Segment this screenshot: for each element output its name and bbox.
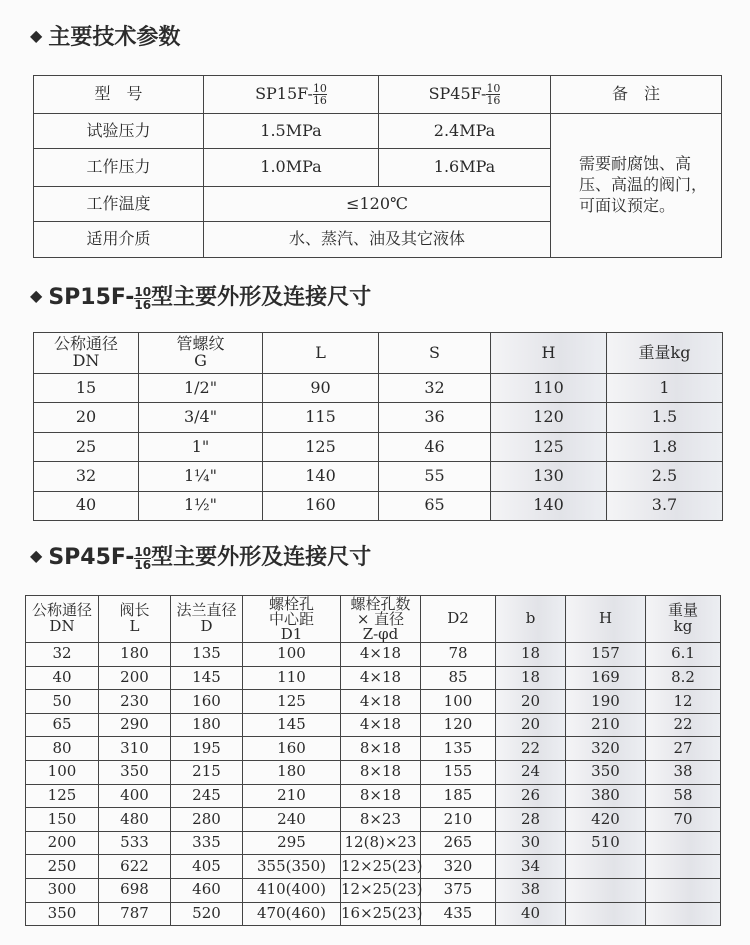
diamond-icon: ◆	[30, 546, 43, 565]
cell: 622	[99, 855, 171, 879]
cell: 4×18	[341, 690, 421, 714]
cell: 240	[243, 808, 341, 832]
cell: 120	[421, 713, 496, 737]
cell: 120	[491, 403, 607, 432]
cell: 280	[171, 808, 243, 832]
column-header: 重量 kg	[646, 596, 721, 643]
cell: 140	[491, 491, 607, 520]
cell: 6.1	[646, 643, 721, 667]
cell: 30	[496, 831, 566, 855]
cell: 15	[34, 374, 139, 403]
cell: 90	[263, 374, 379, 403]
cell: 55	[379, 462, 491, 491]
cell: 400	[99, 784, 171, 808]
cell: 210	[421, 808, 496, 832]
cell: 78	[421, 643, 496, 667]
cell: 350	[99, 760, 171, 784]
cell: 12(8)×23	[341, 831, 421, 855]
cell: 200	[99, 666, 171, 690]
cell: 38	[496, 878, 566, 902]
row-label: 试验压力	[34, 114, 204, 149]
table-row	[34, 374, 723, 403]
table-row	[26, 855, 721, 879]
column-header: 螺栓孔数 × 直径 Z-φd	[341, 596, 421, 643]
cell: 125	[26, 784, 99, 808]
cell: 160	[243, 737, 341, 761]
cell: 4×18	[341, 643, 421, 667]
cell: 8×18	[341, 737, 421, 761]
cell: 295	[243, 831, 341, 855]
cell: 1.0MPa	[204, 149, 379, 187]
cell: 375	[421, 878, 496, 902]
cell: 510	[566, 831, 646, 855]
cell: 460	[171, 878, 243, 902]
diamond-icon: ◆	[30, 26, 43, 45]
cell: 230	[99, 690, 171, 714]
cell: 520	[171, 902, 243, 926]
cell: 160	[263, 491, 379, 520]
header-sp45: SP45F- $\frac{10}{16}$	[379, 76, 551, 114]
cell: 533	[99, 831, 171, 855]
cell: 300	[26, 878, 99, 902]
cell: 169	[566, 666, 646, 690]
cell	[566, 878, 646, 902]
section-title-params: ◆ 主要技术参数	[30, 25, 181, 50]
cell: 65	[379, 491, 491, 520]
table-row	[26, 784, 721, 808]
table-row	[34, 491, 723, 520]
table-row	[34, 403, 723, 432]
header-sp15: SP15F- $\frac{10}{16}$	[204, 76, 379, 114]
cell: 320	[421, 855, 496, 879]
cell: 27	[646, 737, 721, 761]
cell: 115	[263, 403, 379, 432]
cell	[646, 878, 721, 902]
cell: 1/2"	[139, 374, 263, 403]
cell: 195	[171, 737, 243, 761]
cell: 110	[491, 374, 607, 403]
cell: 18	[496, 666, 566, 690]
cell: 2.4MPa	[379, 114, 551, 149]
cell: 787	[99, 902, 171, 926]
cell: 698	[99, 878, 171, 902]
cell: 210	[243, 784, 341, 808]
cell: 200	[26, 831, 99, 855]
cell: 12×25(23)	[341, 855, 421, 879]
cell: 290	[99, 713, 171, 737]
sp15-dimensions-table	[33, 332, 723, 521]
table-row	[26, 760, 721, 784]
cell: 180	[99, 643, 171, 667]
cell	[566, 855, 646, 879]
cell: 12	[646, 690, 721, 714]
cell: 50	[26, 690, 99, 714]
cell: 1.6MPa	[379, 149, 551, 187]
cell: 160	[171, 690, 243, 714]
cell: 1	[607, 374, 723, 403]
cell: 22	[646, 713, 721, 737]
column-header: H	[491, 333, 607, 374]
cell: 1.5MPa	[204, 114, 379, 149]
cell: 380	[566, 784, 646, 808]
column-header: b	[496, 596, 566, 643]
cell: 26	[496, 784, 566, 808]
column-header: 法兰直径 D	[171, 596, 243, 643]
column-header: H	[566, 596, 646, 643]
cell: 32	[26, 643, 99, 667]
table-row	[26, 808, 721, 832]
cell: 130	[491, 462, 607, 491]
cell: 185	[421, 784, 496, 808]
cell: 140	[263, 462, 379, 491]
column-header: 公称通径 DN	[34, 333, 139, 374]
header-remark: 备 注	[551, 76, 722, 114]
cell: 12×25(23)	[341, 878, 421, 902]
cell: 125	[243, 690, 341, 714]
cell: 350	[566, 760, 646, 784]
cell: 20	[496, 690, 566, 714]
cell: 3/4"	[139, 403, 263, 432]
sp45-dimensions-table	[25, 595, 721, 926]
table-row	[26, 831, 721, 855]
cell: 2.5	[607, 462, 723, 491]
cell: 36	[379, 403, 491, 432]
section-title-sp15: ◆ SP15F- $\frac{10}{16}$ 型主要外形及连接尺寸	[30, 284, 372, 312]
column-header: 阀长 L	[99, 596, 171, 643]
cell: 1"	[139, 432, 263, 461]
diamond-icon: ◆	[30, 286, 43, 305]
cell: 1.8	[607, 432, 723, 461]
row-label: 工作压力	[34, 149, 204, 187]
cell: 100	[421, 690, 496, 714]
cell: 8×23	[341, 808, 421, 832]
column-header: L	[263, 333, 379, 374]
cell: 22	[496, 737, 566, 761]
cell	[566, 902, 646, 926]
cell: 410(400)	[243, 878, 341, 902]
row-label: 工作温度	[34, 187, 204, 222]
cell: 135	[421, 737, 496, 761]
cell: 46	[379, 432, 491, 461]
cell: 16×25(23)	[341, 902, 421, 926]
cell: 145	[243, 713, 341, 737]
cell: 420	[566, 808, 646, 832]
cell: 24	[496, 760, 566, 784]
cell: 470(460)	[243, 902, 341, 926]
column-header: S	[379, 333, 491, 374]
section-title-sp45: ◆ SP45F- $\frac{10}{16}$ 型主要外形及连接尺寸	[30, 544, 372, 572]
cell: 80	[26, 737, 99, 761]
cell: 8×18	[341, 760, 421, 784]
cell: 210	[566, 713, 646, 737]
column-header: 管螺纹 G	[139, 333, 263, 374]
cell: 40	[34, 491, 139, 520]
cell: 310	[99, 737, 171, 761]
cell: 320	[566, 737, 646, 761]
table-row	[34, 432, 723, 461]
cell: 355(350)	[243, 855, 341, 879]
table-row	[26, 713, 721, 737]
cell: 28	[496, 808, 566, 832]
cell: ≤120℃	[204, 187, 551, 222]
cell	[646, 831, 721, 855]
cell: 65	[26, 713, 99, 737]
cell: 70	[646, 808, 721, 832]
cell: 265	[421, 831, 496, 855]
cell: 8×18	[341, 784, 421, 808]
cell: 110	[243, 666, 341, 690]
cell: 32	[34, 462, 139, 491]
table-row	[26, 878, 721, 902]
cell: 8.2	[646, 666, 721, 690]
cell: 215	[171, 760, 243, 784]
column-header: D2	[421, 596, 496, 643]
cell	[646, 855, 721, 879]
cell: 20	[496, 713, 566, 737]
cell: 157	[566, 643, 646, 667]
cell: 150	[26, 808, 99, 832]
cell: 350	[26, 902, 99, 926]
cell: 20	[34, 403, 139, 432]
cell: 125	[263, 432, 379, 461]
cell: 100	[26, 760, 99, 784]
cell: 34	[496, 855, 566, 879]
cell: 40	[26, 666, 99, 690]
cell: 18	[496, 643, 566, 667]
cell: 4×18	[341, 666, 421, 690]
cell: 1¼"	[139, 462, 263, 491]
cell: 190	[566, 690, 646, 714]
column-header: 螺栓孔 中心距 D1	[243, 596, 341, 643]
cell: 58	[646, 784, 721, 808]
table-row	[34, 462, 723, 491]
cell: 40	[496, 902, 566, 926]
cell: 245	[171, 784, 243, 808]
cell: 435	[421, 902, 496, 926]
cell: 480	[99, 808, 171, 832]
cell: 405	[171, 855, 243, 879]
cell: 125	[491, 432, 607, 461]
cell: 32	[379, 374, 491, 403]
cell: 3.7	[607, 491, 723, 520]
cell: 180	[243, 760, 341, 784]
cell: 25	[34, 432, 139, 461]
table-row	[26, 902, 721, 926]
cell: 水、蒸汽、油及其它液体	[204, 222, 551, 258]
cell: 335	[171, 831, 243, 855]
table-row	[26, 643, 721, 667]
table-row	[26, 666, 721, 690]
tech-params-table	[33, 75, 722, 258]
row-label: 适用介质	[34, 222, 204, 258]
header-model: 型 号	[34, 76, 204, 114]
cell: 145	[171, 666, 243, 690]
cell: 100	[243, 643, 341, 667]
remark-text: 需要耐腐蚀、高压、高温的阀门，可面议预定。	[551, 114, 722, 258]
cell: 38	[646, 760, 721, 784]
cell: 135	[171, 643, 243, 667]
table-row	[26, 690, 721, 714]
cell: 4×18	[341, 713, 421, 737]
cell: 250	[26, 855, 99, 879]
cell: 85	[421, 666, 496, 690]
column-header: 公称通径 DN	[26, 596, 99, 643]
cell: 180	[171, 713, 243, 737]
table-row	[26, 737, 721, 761]
cell: 1½"	[139, 491, 263, 520]
column-header: 重量kg	[607, 333, 723, 374]
cell: 155	[421, 760, 496, 784]
cell: 1.5	[607, 403, 723, 432]
cell	[646, 902, 721, 926]
